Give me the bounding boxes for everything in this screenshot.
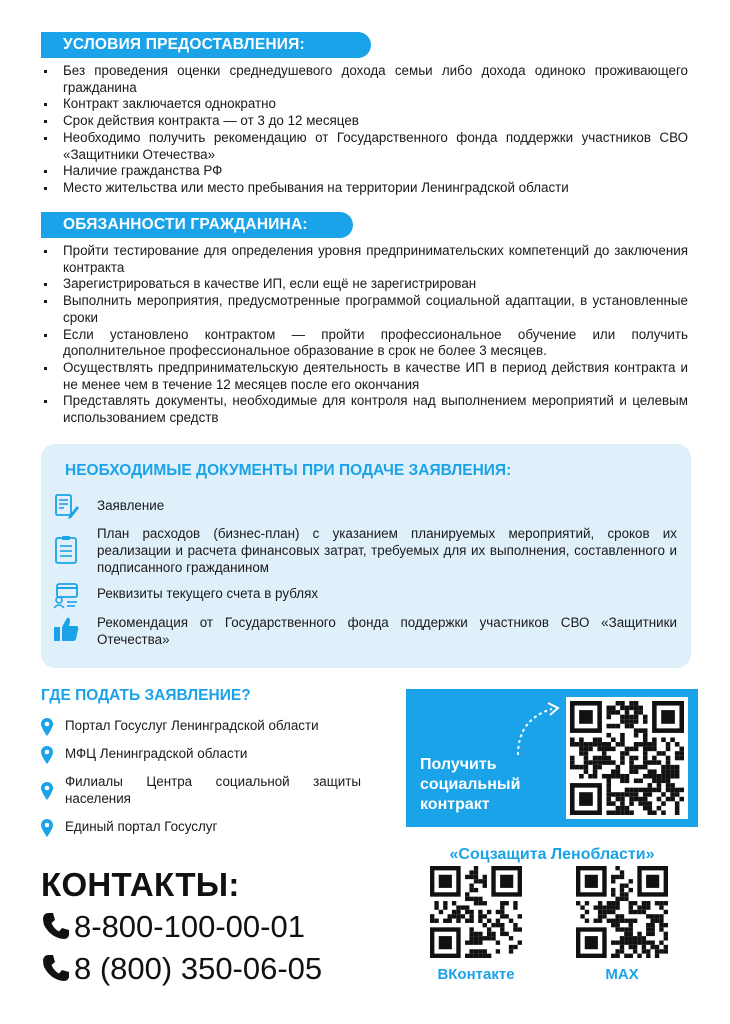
documents-heading: НЕОБХОДИМЫЕ ДОКУМЕНТЫ ПРИ ПОДАЧЕ ЗАЯВЛЕНИЯ:: [65, 462, 512, 479]
checklist-icon: [51, 535, 81, 565]
qr-card-line: Получить: [420, 756, 497, 773]
duties-heading: ОБЯЗАННОСТИ ГРАЖДАНИНА:: [41, 212, 353, 238]
social-heading: «Соцзащита Ленобласти»: [449, 846, 655, 863]
phone-icon: [41, 911, 71, 941]
where-text: Единый портал Госуслуг: [65, 819, 218, 834]
phone-line[interactable]: [41, 951, 322, 987]
qr-code-image: [430, 866, 522, 958]
curved-arrow-icon: [508, 697, 568, 757]
duties-list: [42, 243, 688, 427]
conditions-heading: УСЛОВИЯ ПРЕДОСТАВЛЕНИЯ:: [41, 32, 371, 58]
list-item: Срок действия контракта — от 3 до 12 месяцев: [42, 113, 688, 130]
where-text: Филиалы Центра социальной защиты населения: [65, 774, 361, 806]
where-text: МФЦ Ленинградской области: [65, 746, 248, 761]
qr-code[interactable]: [566, 697, 688, 819]
contacts-heading: КОНТАКТЫ:: [41, 866, 240, 903]
vk-qr-code[interactable]: [430, 866, 522, 958]
max-qr-code[interactable]: [576, 866, 668, 958]
application-form-icon: [51, 492, 81, 522]
list-item: Зарегистрироваться в качестве ИП, если ещё не зарегистрирован: [42, 276, 688, 293]
list-item: Если установлено контрактом — пройти профессиональное обучение или получить дополнительное профессиональное образование в срок не более 3 месяцев.: [42, 327, 688, 360]
phone-number[interactable]: 8 (800) 350-06-05: [74, 951, 323, 986]
location-pin-icon: [41, 746, 53, 764]
location-pin-icon: [41, 782, 53, 800]
list-item: Представлять документы, необходимые для контроля над выполнением мероприятий и целевым использованием средств: [42, 393, 688, 426]
phone-line[interactable]: [41, 909, 305, 945]
where-text: Портал Госуслуг Ленинградской области: [65, 718, 319, 733]
phone-number[interactable]: 8-800-100-00-01: [74, 909, 305, 944]
vk-link[interactable]: ВКонтакте: [437, 966, 515, 983]
qr-card-caption: [420, 755, 550, 815]
qr-card-line: контракт: [420, 796, 490, 813]
document-text: Заявление: [97, 498, 165, 513]
max-link[interactable]: MAX: [605, 966, 639, 983]
qr-code-image: [576, 866, 668, 958]
document-text: План расходов (бизнес-план) с указанием планируемых мероприятий, сроков их реализации и расчета финансовых затрат, требуемых для их выполнения, составленного и подписанного гражданином: [97, 526, 677, 575]
qr-code-image: [570, 701, 684, 815]
list-item: Пройти тестирование для определения уровня предпринимательских компетенций до заключения контракта: [42, 243, 688, 276]
phone-icon: [41, 953, 71, 983]
list-item: Место жительства или место пребывания на территории Ленинградской области: [42, 180, 688, 197]
list-item: Необходимо получить рекомендацию от Государственного фонда поддержки участников СВО «Защитники Отечества»: [42, 130, 688, 163]
list-item: Наличие гражданства РФ: [42, 163, 688, 180]
conditions-list: [42, 63, 688, 197]
qr-card-line: социальный: [420, 776, 521, 793]
bank-card-icon: [51, 580, 81, 610]
documents-panel: [41, 444, 691, 668]
document-text: Рекомендация от Государственного фонда поддержки участников СВО «Защитники Отечества»: [97, 615, 677, 647]
location-pin-icon: [41, 718, 53, 736]
list-item: Выполнить мероприятия, предусмотренные программой социальной адаптации, в установленные сроки: [42, 293, 688, 326]
list-item: Без проведения оценки среднедушевого дохода семьи либо дохода одиноко проживающего гражданина: [42, 63, 688, 96]
where-heading: ГДЕ ПОДАТЬ ЗАЯВЛЕНИЕ?: [41, 687, 251, 704]
thumbs-up-icon: [51, 614, 81, 644]
list-item: Контракт заключается однократно: [42, 96, 688, 113]
location-pin-icon: [41, 819, 53, 837]
social-contract-qr-card[interactable]: [406, 689, 698, 827]
document-text: Реквизиты текущего счета в рублях: [97, 586, 319, 601]
list-item: Осуществлять предпринимательскую деятельность в качестве ИП в период действия контракта и не менее чем в течение 12 месяцев после его окончания: [42, 360, 688, 393]
